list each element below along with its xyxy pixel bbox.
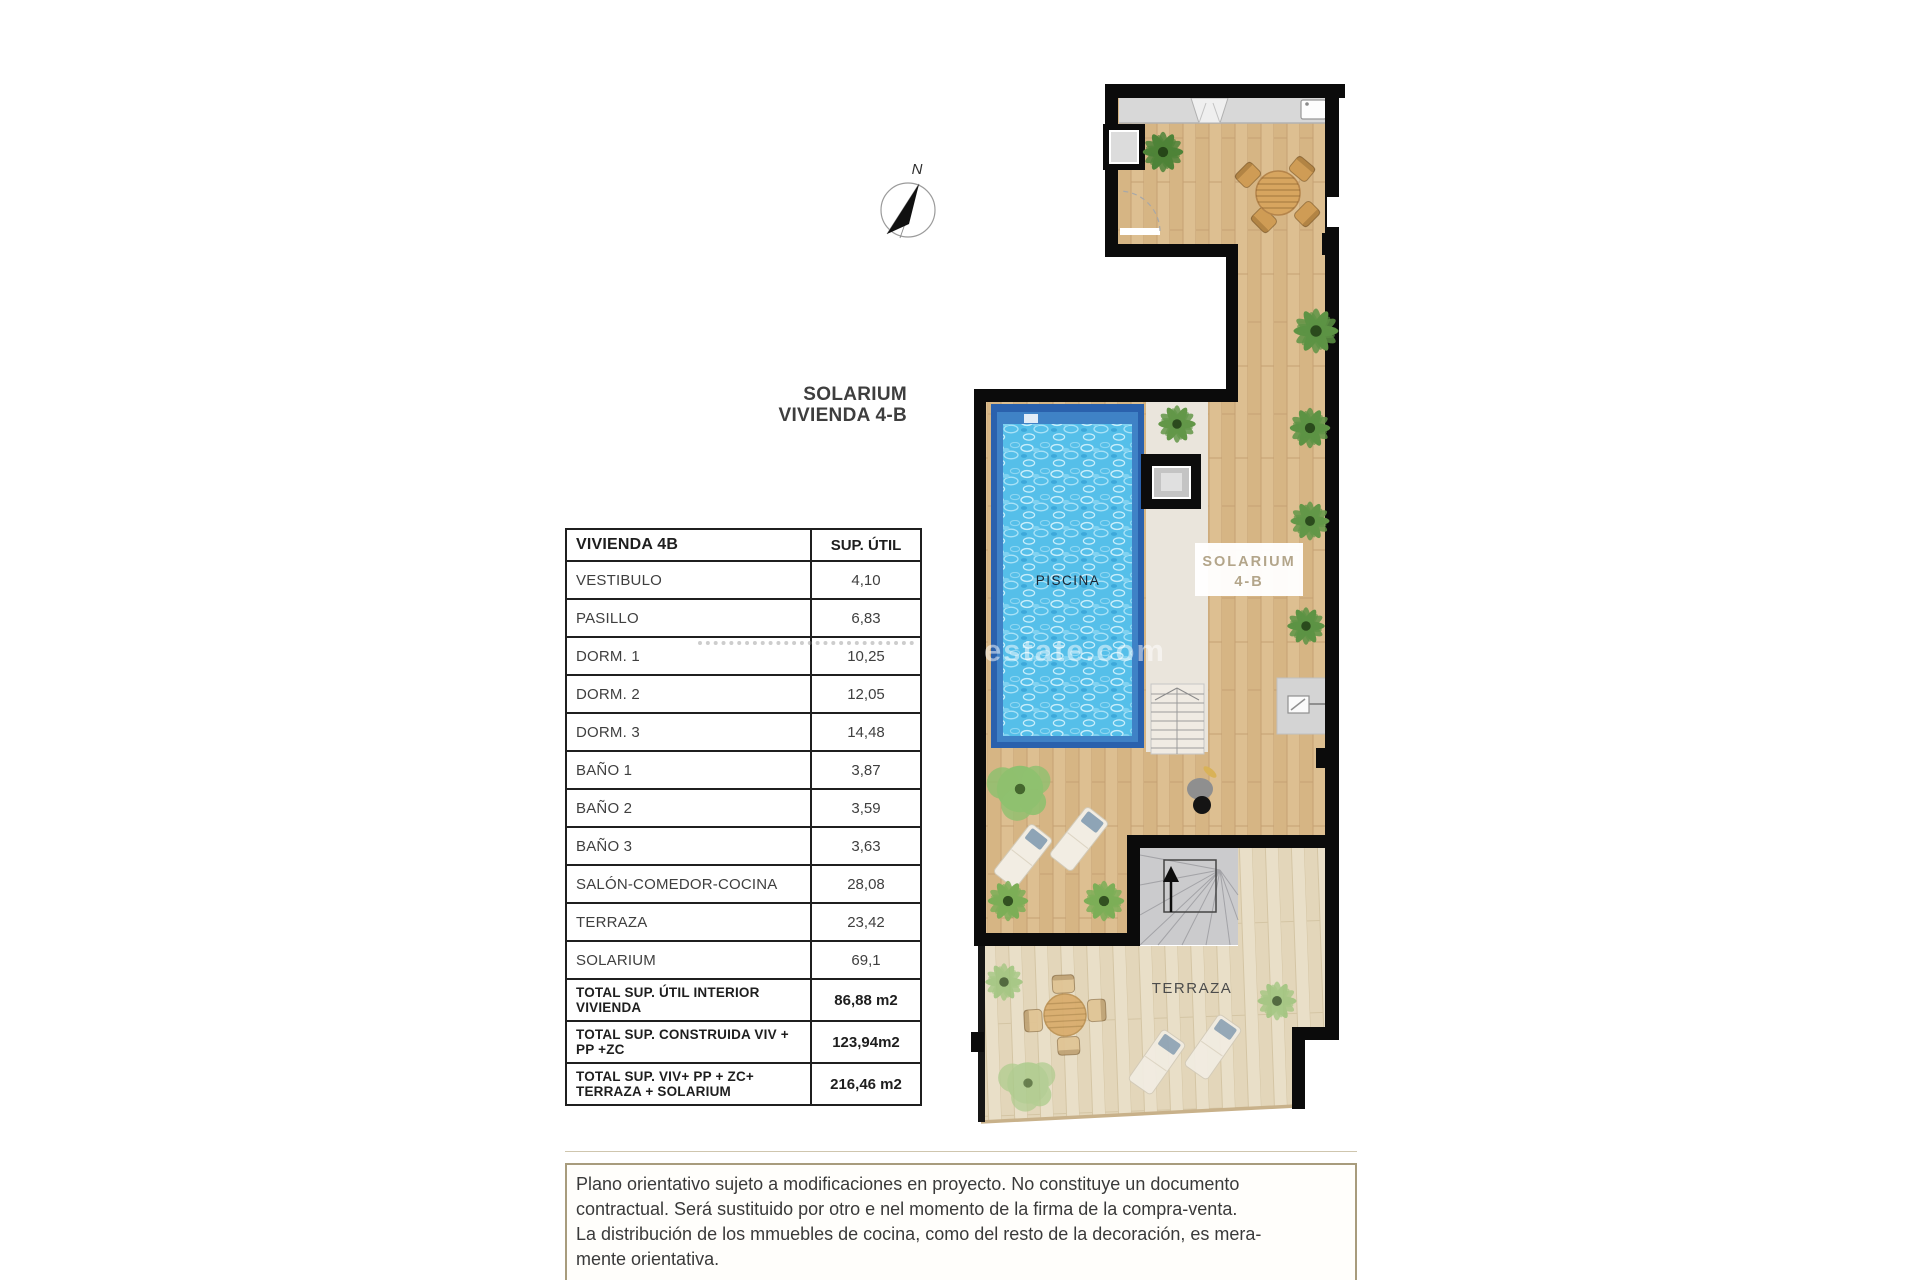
room-label: BAÑO 2 [576, 799, 633, 817]
solarium-label [1195, 543, 1303, 596]
table-total-row [567, 1064, 920, 1104]
room-value: 6,83 [810, 600, 920, 636]
table-header-name: VIVIENDA 4B [576, 536, 679, 553]
room-value: 3,63 [810, 828, 920, 864]
sink-icon [1301, 100, 1326, 119]
table-row [567, 562, 920, 600]
table-row [567, 828, 920, 866]
door-threshold [1120, 228, 1160, 235]
room-value: 3,87 [810, 752, 920, 788]
disclaimer-line: contractual. Será sustituido por otro e nel momento de la firma de la compra-venta. [576, 1199, 1238, 1219]
table-row [567, 866, 920, 904]
solarium-label-line1: SOLARIUM [1202, 554, 1296, 570]
table-row [567, 752, 920, 790]
room-label: SOLARIUM [576, 951, 656, 969]
kitchen-counter [1119, 98, 1326, 123]
utility-box [1103, 124, 1145, 170]
table-row [567, 714, 920, 752]
watermark-dashes [698, 641, 914, 645]
pool-ladder-icon [1024, 414, 1038, 423]
table-row [567, 600, 920, 638]
table-header-row [567, 530, 920, 562]
table-total-row [567, 980, 920, 1022]
disclaimer-line: mente orientativa. [576, 1249, 720, 1269]
room-label: BAÑO 3 [576, 837, 633, 855]
table-row [567, 942, 920, 980]
compass-north-label: N [911, 161, 923, 178]
table-row [567, 790, 920, 828]
room-label: DORM. 2 [576, 685, 640, 703]
room-value: 14,48 [810, 714, 920, 750]
room-label: SALÓN-COMEDOR-COCINA [576, 875, 778, 893]
solarium-label-line2: 4-B [1234, 574, 1264, 590]
total-label: TOTAL SUP. VIV+ PP + ZC+ TERRAZA + SOLARIUM [576, 1068, 754, 1099]
surface-table [565, 528, 922, 1106]
total-value: 216,46 m2 [810, 1064, 920, 1104]
room-value: 10,25 [810, 638, 920, 674]
room-value: 3,59 [810, 790, 920, 826]
table-row [567, 676, 920, 714]
room-label: DORM. 1 [576, 647, 640, 665]
room-value: 4,10 [810, 562, 920, 598]
room-value: 69,1 [810, 942, 920, 978]
plan-title [705, 384, 907, 426]
room-label: PASILLO [576, 609, 639, 627]
window-opening [1327, 197, 1339, 227]
room-value: 23,42 [810, 904, 920, 940]
plan-title-line1: SOLARIUM [803, 384, 907, 405]
room-label: BAÑO 1 [576, 761, 633, 779]
floor-plan [955, 75, 1355, 1145]
total-value: 123,94m2 [810, 1022, 920, 1062]
table-total-row [567, 1022, 920, 1064]
total-label: TOTAL SUP. ÚTIL INTERIOR VIVIENDA [576, 984, 760, 1015]
disclaimer-line: La distribución de los mmuebles de cocina, como del resto de la decoración, es mera- [576, 1224, 1262, 1244]
stairs-upper [1151, 684, 1204, 754]
plan-title-line2: VIVIENDA 4-B [778, 405, 907, 426]
table-header-area: SUP. ÚTIL [810, 530, 920, 560]
room-label: DORM. 3 [576, 723, 640, 741]
disclaimer-line: Plano orientativo sujeto a modificaciones en proyecto. No constituye un documento [576, 1174, 1240, 1194]
divider-line [565, 1151, 1357, 1152]
terrace-label: TERRAZA [1151, 980, 1233, 997]
pool-label: PISCINA [1035, 573, 1101, 588]
disclaimer-box [565, 1163, 1357, 1280]
room-value: 28,08 [810, 866, 920, 902]
compass-icon [873, 158, 943, 250]
total-label: TOTAL SUP. CONSTRUIDA VIV + PP +ZC [576, 1026, 789, 1057]
spa-box [1141, 454, 1201, 509]
total-value: 86,88 m2 [810, 980, 920, 1020]
room-value: 12,05 [810, 676, 920, 712]
watermark-text: estate.com [984, 633, 1166, 668]
room-label: TERRAZA [576, 913, 648, 931]
table-row [567, 904, 920, 942]
room-label: VESTIBULO [576, 571, 662, 589]
